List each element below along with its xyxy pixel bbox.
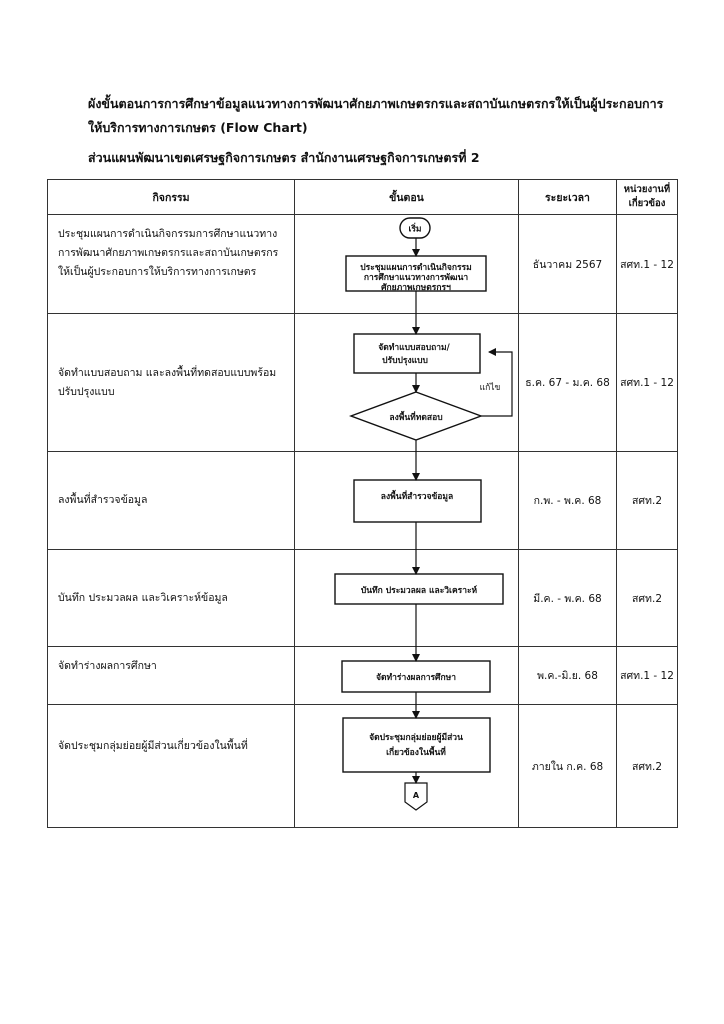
duration-cell: พ.ค.-มิ.ย. 68 bbox=[519, 647, 617, 705]
unit-cell: สศท.2 bbox=[617, 452, 678, 550]
unit-cell: สศท.2 bbox=[617, 705, 678, 828]
flow-cell bbox=[295, 215, 519, 314]
table-row bbox=[48, 452, 678, 550]
duration-cell: ภายใน ก.ค. 68 bbox=[519, 705, 617, 828]
activity-cell: จัดทำแบบสอบถาม และลงพื้นที่ทดสอบแบบพร้อมปรับปรุงแบบ bbox=[48, 314, 295, 452]
flow-cell bbox=[295, 647, 519, 705]
table-row bbox=[48, 550, 678, 647]
step1-line2: การศึกษาแนวทางการพัฒนา bbox=[363, 273, 469, 283]
step3-label: ลงพื้นที่สำรวจข้อมูล bbox=[380, 492, 454, 502]
activity-cell: จัดทำร่างผลการศึกษา bbox=[48, 647, 295, 705]
step2-line1: จัดทำแบบสอบถาม/ bbox=[378, 343, 450, 353]
document-subtitle: ส่วนแผนพัฒนาเขตเศรษฐกิจการเกษตร สำนักงานเศรษฐกิจการเกษตรที่ 2 bbox=[88, 150, 480, 165]
header-unit: หน่วยงานที่ เกี่ยวข้อง bbox=[617, 180, 678, 215]
start-label: เริ่ม bbox=[408, 224, 422, 235]
step1-line3: ศักยภาพเกษตรกรฯ bbox=[381, 283, 451, 293]
table-row bbox=[48, 647, 678, 705]
unit-cell: สศท.1 - 12 bbox=[617, 647, 678, 705]
activity-cell: ประชุมแผนการดำเนินกิจกรรมการศึกษาแนวทางการพัฒนาศักยภาพเกษตรกรและสถาบันเกษตรกรให้เป็นผู้ประกอบการให้บริการทางการเกษตร bbox=[48, 215, 295, 314]
step4-label: บันทึก ประมวลผล และวิเคราะห์ bbox=[360, 586, 478, 596]
step6-line2: เกี่ยวข้องในพื้นที่ bbox=[386, 748, 446, 758]
header-activity: กิจกรรม bbox=[48, 180, 295, 215]
activity-cell: จัดประชุมกลุ่มย่อยผู้มีส่วนเกี่ยวข้องในพื้นที่ bbox=[48, 705, 295, 828]
flow-cell bbox=[295, 550, 519, 647]
duration-cell: ก.พ. - พ.ค. 68 bbox=[519, 452, 617, 550]
decision-label: ลงพื้นที่ทดสอบ bbox=[389, 413, 443, 423]
activity-cell: บันทึก ประมวลผล และวิเคราะห์ข้อมูล bbox=[48, 550, 295, 647]
unit-cell: สศท.1 - 12 bbox=[617, 314, 678, 452]
connector-label: A bbox=[412, 791, 420, 800]
step2-line2: ปรับปรุงแบบ bbox=[382, 356, 428, 366]
unit-cell: สศท.2 bbox=[617, 550, 678, 647]
table-row bbox=[48, 705, 678, 828]
duration-cell: ธันวาคม 2567 bbox=[519, 215, 617, 314]
flow-cell bbox=[295, 314, 519, 452]
flow-cell bbox=[295, 705, 519, 828]
document-title: ผังขั้นตอนการการศึกษาข้อมูลแนวทางการพัฒนาศักยภาพเกษตรกรและสถาบันเกษตรกรให้เป็นผู้ประกอบการให้บริการทางการเกษตร (Flow Chart) bbox=[88, 96, 664, 135]
flow-cell bbox=[295, 452, 519, 550]
flow-table bbox=[47, 179, 678, 828]
table-row bbox=[48, 314, 678, 452]
loop-label: แก้ไข bbox=[479, 383, 501, 393]
header-step: ขั้นตอน bbox=[295, 180, 519, 215]
step1-line1: ประชุมแผนการดำเนินกิจกรรม bbox=[360, 263, 472, 273]
unit-cell: สศท.1 - 12 bbox=[617, 215, 678, 314]
activity-cell: ลงพื้นที่สำรวจข้อมูล bbox=[48, 452, 295, 550]
duration-cell: มี.ค. - พ.ค. 68 bbox=[519, 550, 617, 647]
step6-line1: จัดประชุมกลุ่มย่อยผู้มีส่วน bbox=[369, 733, 463, 743]
table-row bbox=[48, 215, 678, 314]
header-row bbox=[48, 180, 678, 215]
header-duration: ระยะเวลา bbox=[519, 180, 617, 215]
duration-cell: ธ.ค. 67 - ม.ค. 68 bbox=[519, 314, 617, 452]
step5-label: จัดทำร่างผลการศึกษา bbox=[376, 673, 456, 683]
